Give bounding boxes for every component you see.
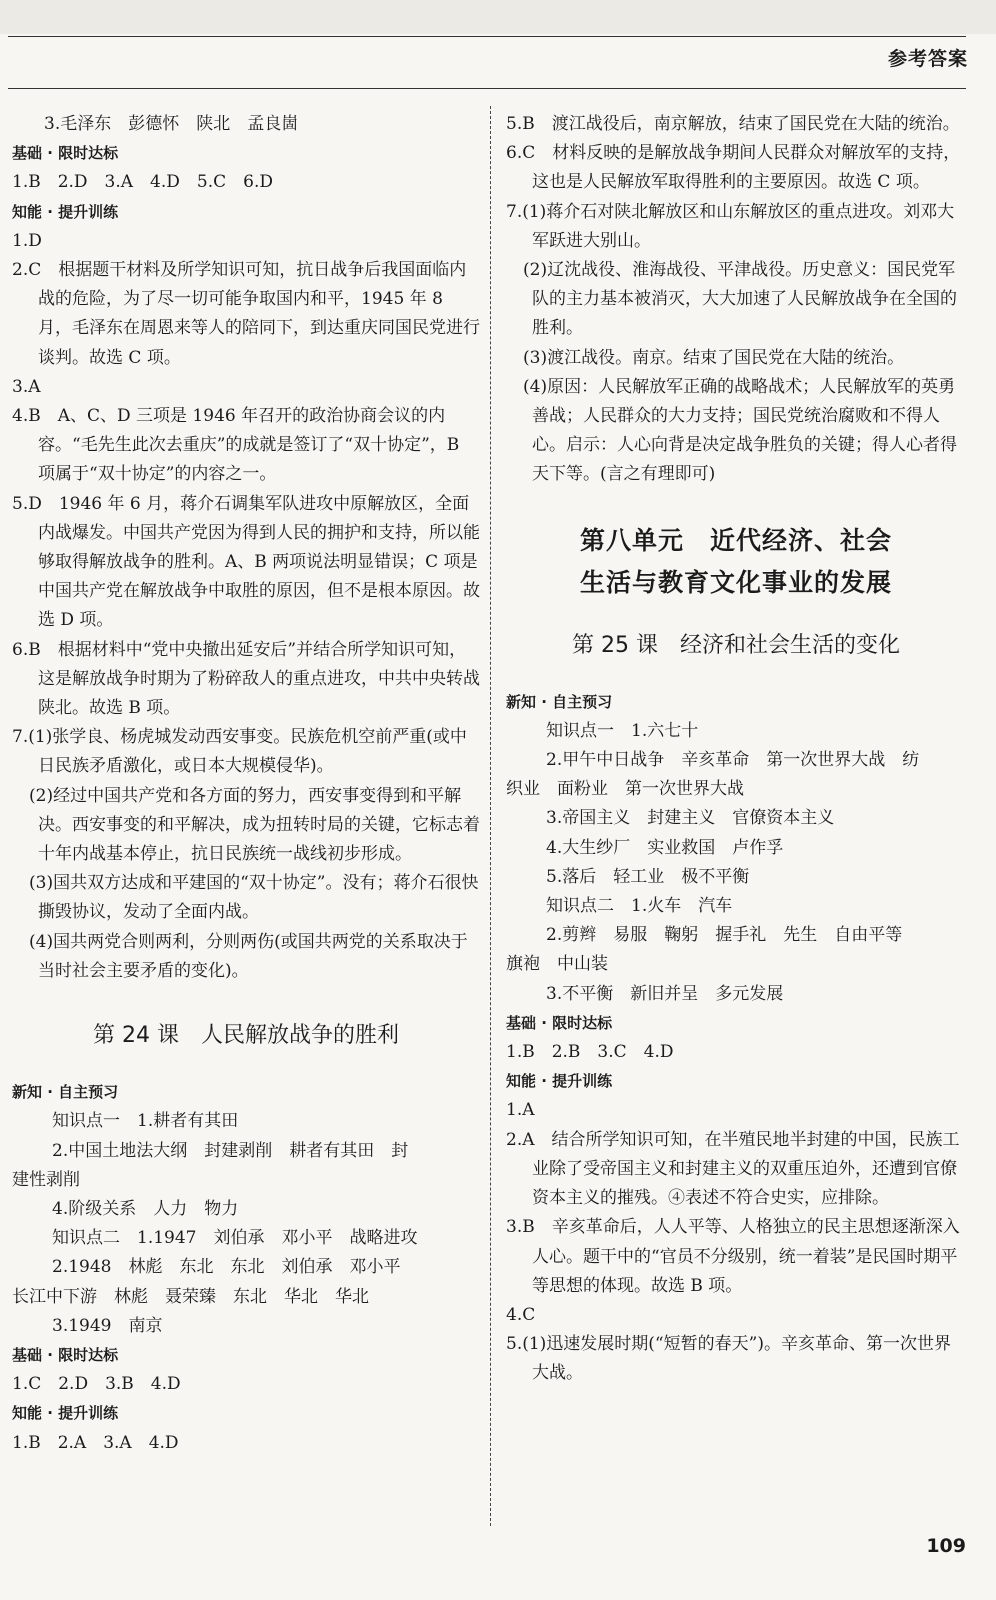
- right-spacer: [506, 490, 966, 520]
- left-answer-line: 3.毛泽东 彭德怀 陕北 孟良崮: [44, 114, 299, 134]
- left-answer-line: 1.B 2.D 3.A 4.D 5.C 6.D: [12, 172, 273, 193]
- right-answer-line: (4)原因：人民解放军正确的战略战术；人民解放军的英勇善战；人民群众的大力支持；国民党统治腐败和不得人心。启示：人心向背是决定战争胜负的关键；得人心者得天下等。(言之有理即可): [506, 376, 957, 485]
- left-answer-line: 5.D 1946 年 6 月，蒋介石调集军队进攻中原解放区，全面内战爆发。中国共产党因为得到人民的拥护和支持，所以能够取得解放战争的胜利。A、B 两项说法明显错误；C 项是中国共产党在解放战争中取胜的原因，但不是根本原因。故选 D 项。: [12, 493, 480, 631]
- left-column: [12, 110, 480, 1458]
- right-answer-line: 4.C: [506, 1304, 536, 1325]
- left-section-heading: 基础 · 限时达标: [12, 144, 119, 163]
- right-answer-line: 3.不平衡 新旧并呈 多元发展: [546, 983, 784, 1004]
- right-answer-line: 5.(1)迅速发展时期(“短暂的春天”)。辛亥革命、第一次世界大战。: [506, 1334, 951, 1384]
- right-column: [506, 110, 966, 1389]
- header-title: 参考答案: [887, 48, 968, 70]
- right-section-heading: 新知 · 自主预习: [506, 692, 613, 711]
- left-answer-line: 4.B A、C、D 三项是 1946 年召开的政治协商会议的内容。“毛先生此次去重庆”的成就是签订了“双十协定”，B 项属于“双十协定”的内容之一。: [12, 406, 460, 485]
- right-lesson-title: 第 25 课 经济和社会生活的变化: [572, 632, 900, 658]
- right-answer-line: 知识点二 1.火车 汽车: [546, 896, 733, 917]
- right-answer-line: 2.甲午中日战争 辛亥革命 第一次世界大战 纺: [546, 750, 920, 771]
- left-answer-line: 4.阶级关系 人力 物力: [52, 1198, 239, 1219]
- right-answer-line: 3.帝国主义 封建主义 官僚资本主义: [546, 808, 835, 829]
- right-answer-line: 5.B 渡江战役后，南京解放，结束了国民党在大陆的统治。: [506, 114, 960, 134]
- left-lesson-title: 第 24 课 人民解放战争的胜利: [93, 1023, 399, 1049]
- right-answer-line: 6.C 材料反映的是解放战争期间人民群众对解放军的支持，这也是人民解放军取得胜利的主要原因。故选 C 项。: [506, 143, 961, 193]
- right-answer-line: 3.B 辛亥革命后，人人平等、人格独立的民主思想逐渐深入人心。题干中的“官员不分级别，统一着装”是民国时期平等思想的体现。故选 B 项。: [506, 1217, 960, 1296]
- page-number: 109: [926, 1535, 966, 1557]
- left-answer-line: (2)经过中国共产党和各方面的努力，西安事变得到和平解决。西安事变的和平解决，成为扭转时局的关键，它标志着十年内战基本停止，抗日民族统一战线初步形成。: [12, 785, 480, 865]
- left-answer-line: 3.1949 南京: [52, 1315, 163, 1336]
- left-answer-line: 1.B 2.A 3.A 4.D: [12, 1432, 179, 1453]
- left-answer-line: 3.A: [12, 376, 41, 397]
- left-answer-line: 2.1948 林彪 东北 东北 刘伯承 邓小平: [52, 1257, 401, 1278]
- header-rule-bottom: [8, 88, 966, 89]
- right-spacer: [506, 604, 966, 626]
- right-unit-title: 生活与教育文化事业的发展: [579, 567, 892, 597]
- column-divider: [490, 106, 491, 1526]
- left-section-heading: 知能 · 提升训练: [12, 1404, 119, 1423]
- top-scan-band: [0, 0, 996, 34]
- left-answer-line: 1.D: [12, 230, 42, 251]
- left-answer-line: 1.C 2.D 3.B 4.D: [12, 1374, 181, 1395]
- left-spacer: [12, 986, 480, 1016]
- left-answer-line: (4)国共两党合则两利，分则两伤(或国共两党的关系取决于当时社会主要矛盾的变化)。: [12, 931, 468, 981]
- left-answer-line: 7.(1)张学良、杨虎城发动西安事变。民族危机空前严重(或中日民族矛盾激化，或日本大规模侵华)。: [12, 727, 467, 777]
- left-spacer: [12, 1056, 480, 1078]
- right-answer-line: 1.B 2.B 3.C 4.D: [506, 1042, 674, 1063]
- left-answer-line: 2.C 根据题干材料及所学知识可知，抗日战争后我国面临内战的危险，为了尽一切可能争取国内和平，1945 年 8 月，毛泽东在周恩来等人的陪同下，到达重庆同国民党进行谈判。故选 C 项。: [12, 260, 480, 368]
- right-answer-line: (2)辽沈战役、淮海战役、平津战役。历史意义：国民党军队的主力基本被消灭，大大加速了人民解放战争在全国的胜利。: [506, 260, 957, 339]
- left-section-heading: 知能 · 提升训练: [12, 202, 119, 221]
- left-answer-line: 2.中国土地法大纲 封建剥削 耕者有其田 封: [52, 1140, 409, 1161]
- right-answer-line: 旗袍 中山装: [506, 954, 608, 975]
- right-answer-line: 2.A 结合所学知识可知，在半殖民地半封建的中国，民族工业除了受帝国主义和封建主义的双重压迫外，还遭到官僚资本主义的摧残。④表述不符合史实，应排除。: [506, 1129, 960, 1209]
- right-spacer: [506, 666, 966, 688]
- left-section-heading: 新知 · 自主预习: [12, 1083, 119, 1102]
- left-answer-line: 知识点二 1.1947 刘伯承 邓小平 战略进攻: [52, 1228, 418, 1249]
- right-section-heading: 知能 · 提升训练: [506, 1072, 613, 1091]
- left-answer-line: 长江中下游 林彪 聂荣臻 东北 华北 华北: [12, 1286, 369, 1307]
- left-answer-line: 建性剥削: [12, 1169, 80, 1190]
- header-rule-top: [8, 36, 966, 37]
- right-answer-line: (3)渡江战役。南京。结束了国民党在大陆的统治。: [506, 347, 905, 368]
- right-answer-line: 1.A: [506, 1100, 535, 1121]
- left-section-heading: 基础 · 限时达标: [12, 1345, 119, 1364]
- left-answer-line: 6.B 根据材料中“党中央撤出延安后”并结合所学知识可知，这是解放战争时期为了粉碎敌人的重点进攻，中共中央转战陕北。故选 B 项。: [12, 639, 480, 719]
- right-answer-line: 织业 面粉业 第一次世界大战: [506, 779, 744, 800]
- left-answer-line: (3)国共双方达成和平建国的“双十协定”。没有；蒋介石很快撕毁协议，发动了全面内战。: [12, 873, 479, 923]
- right-answer-line: 5.落后 轻工业 极不平衡: [546, 866, 750, 887]
- right-answer-line: 4.大生纱厂 实业救国 卢作孚: [546, 837, 784, 858]
- right-unit-title: 第八单元 近代经济、社会: [579, 525, 892, 555]
- right-answer-line: 2.剪辫 易服 鞠躬 握手礼 先生 自由平等: [546, 925, 903, 946]
- right-answer-line: 7.(1)蒋介石对陕北解放区和山东解放区的重点进攻。刘邓大军跃进大别山。: [506, 201, 955, 251]
- left-answer-line: 知识点一 1.耕者有其田: [52, 1111, 239, 1132]
- right-section-heading: 基础 · 限时达标: [506, 1013, 613, 1032]
- right-answer-line: 知识点一 1.六七十: [546, 720, 699, 741]
